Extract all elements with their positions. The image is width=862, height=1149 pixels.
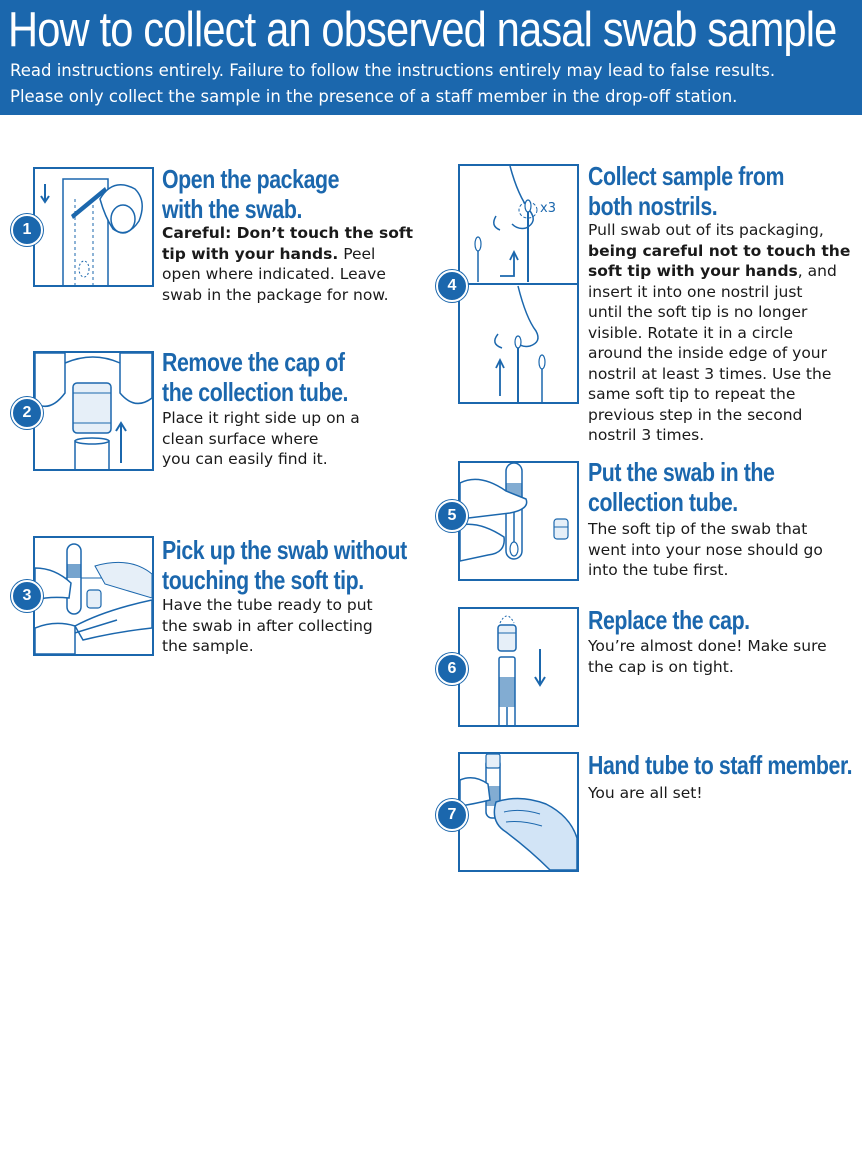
body-line [588,241,850,262]
step-number-badge: 7 [436,799,468,831]
hand-tube-illustration [458,752,579,872]
body-line [162,595,373,616]
body-line [588,384,850,405]
step-body [588,220,850,446]
body-text: nostril 3 times. [588,426,705,444]
body-text: The soft tip of the swab that [588,520,808,538]
body-text: into the tube first. [588,561,729,579]
step-number-badge: 3 [11,580,43,612]
body-line [588,343,850,364]
body-text: previous step in the second [588,405,803,424]
body-line [162,616,373,637]
step-body [162,408,360,470]
bold-text: Careful: Don’t touch the soft [162,224,414,242]
step-number-badge: 1 [11,214,43,246]
body-text: You are all set! [588,784,703,802]
body-text: the swab in after collecting [162,616,373,635]
bold-text: being careful not to touch the [588,241,851,260]
step-body [588,519,823,581]
step-number-badge: 4 [436,270,468,302]
body-text: visible. Rotate it in a circle [588,323,794,342]
step-number-badge: 5 [436,500,468,532]
swab-in-tube-illustration [458,461,579,581]
body-line [588,560,823,581]
body-line [588,657,827,678]
bold-text: tip with your hands. [162,244,339,263]
body-line [588,519,823,540]
step-title: Open the package with the swab. [162,164,340,224]
header-banner [0,0,862,115]
body-line [162,408,360,429]
rotation-count-label: x3 [540,201,556,216]
body-line [162,429,360,450]
step-body [588,636,827,677]
body-text: Pull swab out of its packaging, [588,221,824,239]
body-line [588,540,823,561]
body-line [162,449,360,470]
body-line [588,636,827,657]
step-body [162,223,413,305]
step-body [162,595,373,657]
body-line [162,285,413,306]
body-text: went into your nose should go [588,540,823,559]
body-text: , and [797,262,837,280]
body-text: around the inside edge of your [588,344,828,362]
body-line [588,282,850,303]
body-text: same soft tip to repeat the [588,385,796,403]
body-line [588,364,850,385]
body-line [588,261,850,282]
body-text: the sample. [162,637,254,655]
step-number-badge: 6 [436,653,468,685]
body-text: Have the tube ready to put [162,596,373,614]
body-text: insert it into one nostril just [588,282,803,301]
open-package-illustration [33,167,154,287]
step-title: Remove the cap of the collection tube. [162,347,349,407]
body-line [588,783,703,804]
step-title: Collect sample from both nostrils. [588,161,784,221]
step-number-badge: 2 [11,397,43,429]
body-text: clean surface where [162,429,319,448]
step-title: Pick up the swab without touching the soft tip. [162,535,407,595]
page-title: How to collect an observed nasal swab sample [8,3,837,57]
step-title: Put the swab in the collection tube. [588,457,775,517]
body-text: until the soft tip is no longer [588,303,808,321]
step-title: Hand tube to staff member. [588,750,853,780]
body-text: You’re almost done! Make sure [588,637,827,655]
body-line [162,636,373,657]
body-text: the cap is on tight. [588,657,734,676]
body-text: nostril at least 3 times. Use the [588,364,832,383]
remove-cap-illustration [33,351,154,471]
body-line [162,244,413,265]
body-text: Place it right side up on a [162,409,360,427]
body-text: you can easily find it. [162,450,328,468]
body-line [588,405,850,426]
nostril-swab-illustration [458,164,579,404]
instructions-warning: Read instructions entirely. Failure to follow the instructions entirely may lead to false results. [10,61,776,80]
step-title: Replace the cap. [588,605,750,635]
body-text: open where indicated. Leave [162,265,386,283]
replace-cap-illustration [458,607,579,727]
bold-text: soft tip with your hands [588,262,798,280]
body-line [588,425,850,446]
body-line [588,302,850,323]
body-line [162,223,413,244]
pick-up-swab-illustration [33,536,154,656]
body-line [588,323,850,344]
step-body [588,783,703,804]
body-line [588,220,850,241]
body-line [162,264,413,285]
instructions-supervision: Please only collect the sample in the presence of a staff member in the drop-off station. [10,87,738,106]
body-text: swab in the package for now. [162,285,389,304]
body-text: Peel [338,244,376,263]
